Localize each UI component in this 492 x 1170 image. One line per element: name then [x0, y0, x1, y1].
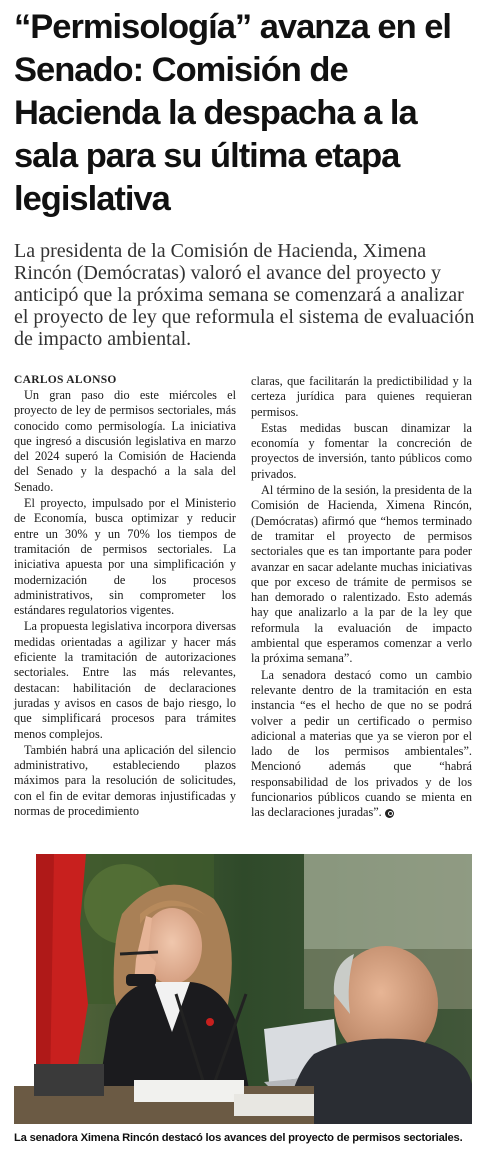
body-column-right [251, 374, 472, 822]
body-paragraph: El proyecto, impulsado por el Ministerio de Economía, busca optimizar y reducir entre un 30% y un 70% los tiempos de tramitación de permisos sectoriales. La iniciativa apuesta por una simplificación y modernización de los procesos administrativos, sin comprometer los estándares regulatorios vigentes. [14, 496, 236, 618]
flag-white-stripe [14, 854, 36, 1089]
body-paragraph: También habrá una aplicación del silencio administrativo, estableciendo plazos máximos para la resolución de solicitudes, con el fin de evitar demoras injustificadas y normas de procedimiento [14, 742, 236, 819]
body-paragraph: La propuesta legislativa incorpora diversas medidas orientadas a agilizar y hacer más eficiente la tramitación de autorizaciones sectoriales. Entre las más relevantes, destacan: habilitación de declaraciones juradas y avisos en casos de bajo riesgo, lo que simplificará procesos para trámites menos complejos. [14, 619, 236, 741]
body-paragraph: Estas medidas buscan dinamizar la economía y fomentar la concreción de proyectos de inversión, tanto públicos como privados. [251, 420, 472, 481]
body-paragraph-continuation: claras, que facilitarán la predictibilidad y la certeza jurídica para quienes requieran permisos. [251, 374, 472, 419]
body-paragraph: Un gran paso dio este miércoles el proyecto de ley de permisos sectoriales, más conocido como permisología. La iniciativa que ingresó a discusión legislativa en marzo del 2024 superó la Comisión de Hacienda del Senado y la despachó a la sala del Senado. [14, 388, 236, 494]
photo-caption: La senadora Ximena Rincón destacó los avances del proyecto de permisos sectoriales. [14, 1132, 463, 1144]
photo-illustration [14, 854, 472, 1124]
body-paragraph: Al término de la sesión, la presidenta de la Comisión de Hacienda, Ximena Rincón, (Demócratas) afirmó que “hemos terminado de tramitar el proyecto de permisos sectoriales que es tan importante para poder avanzar en sacar adelante muchas iniciativas que por exceso de trámite de permisos se han demorado o ralentizado. Esto además hay que analizarlo a la par de la ley que reformula la evaluación de impacto ambiental que esperamos comenzar a verlo la próxima semana”. [251, 483, 472, 666]
last-paragraph-text: La senadora destacó como un cambio relevante dentro de la tramitación en esta instancia “es el hecho de que no se podrá volver a pedir un certificado o permiso adicional a materias que ya se vieron por el lado de los permisos ambientales”. Mencionó además que “habrá responsabilidad de los privados y de los funcionarios públicos cuando se mienta en las declaraciones juradas”. [251, 667, 472, 820]
byline: CARLOS ALONSO [14, 374, 117, 386]
end-of-article-icon [385, 809, 394, 818]
headline: “Permisología” avanza en el Senado: Comisión de Hacienda la despacha a la sala para su última etapa legislativa [14, 8, 452, 218]
body-column-left [14, 388, 236, 820]
body-paragraph-last [251, 668, 472, 821]
article-photo [14, 854, 472, 1124]
lead-paragraph: La presidenta de la Comisión de Hacienda, Ximena Rincón (Demócratas) valoró el avance del proyecto y anticipó que la próxima semana se comenzará a analizar el proyecto de ley que reformula el sistema de evaluación de impacto ambiental. [14, 240, 475, 350]
